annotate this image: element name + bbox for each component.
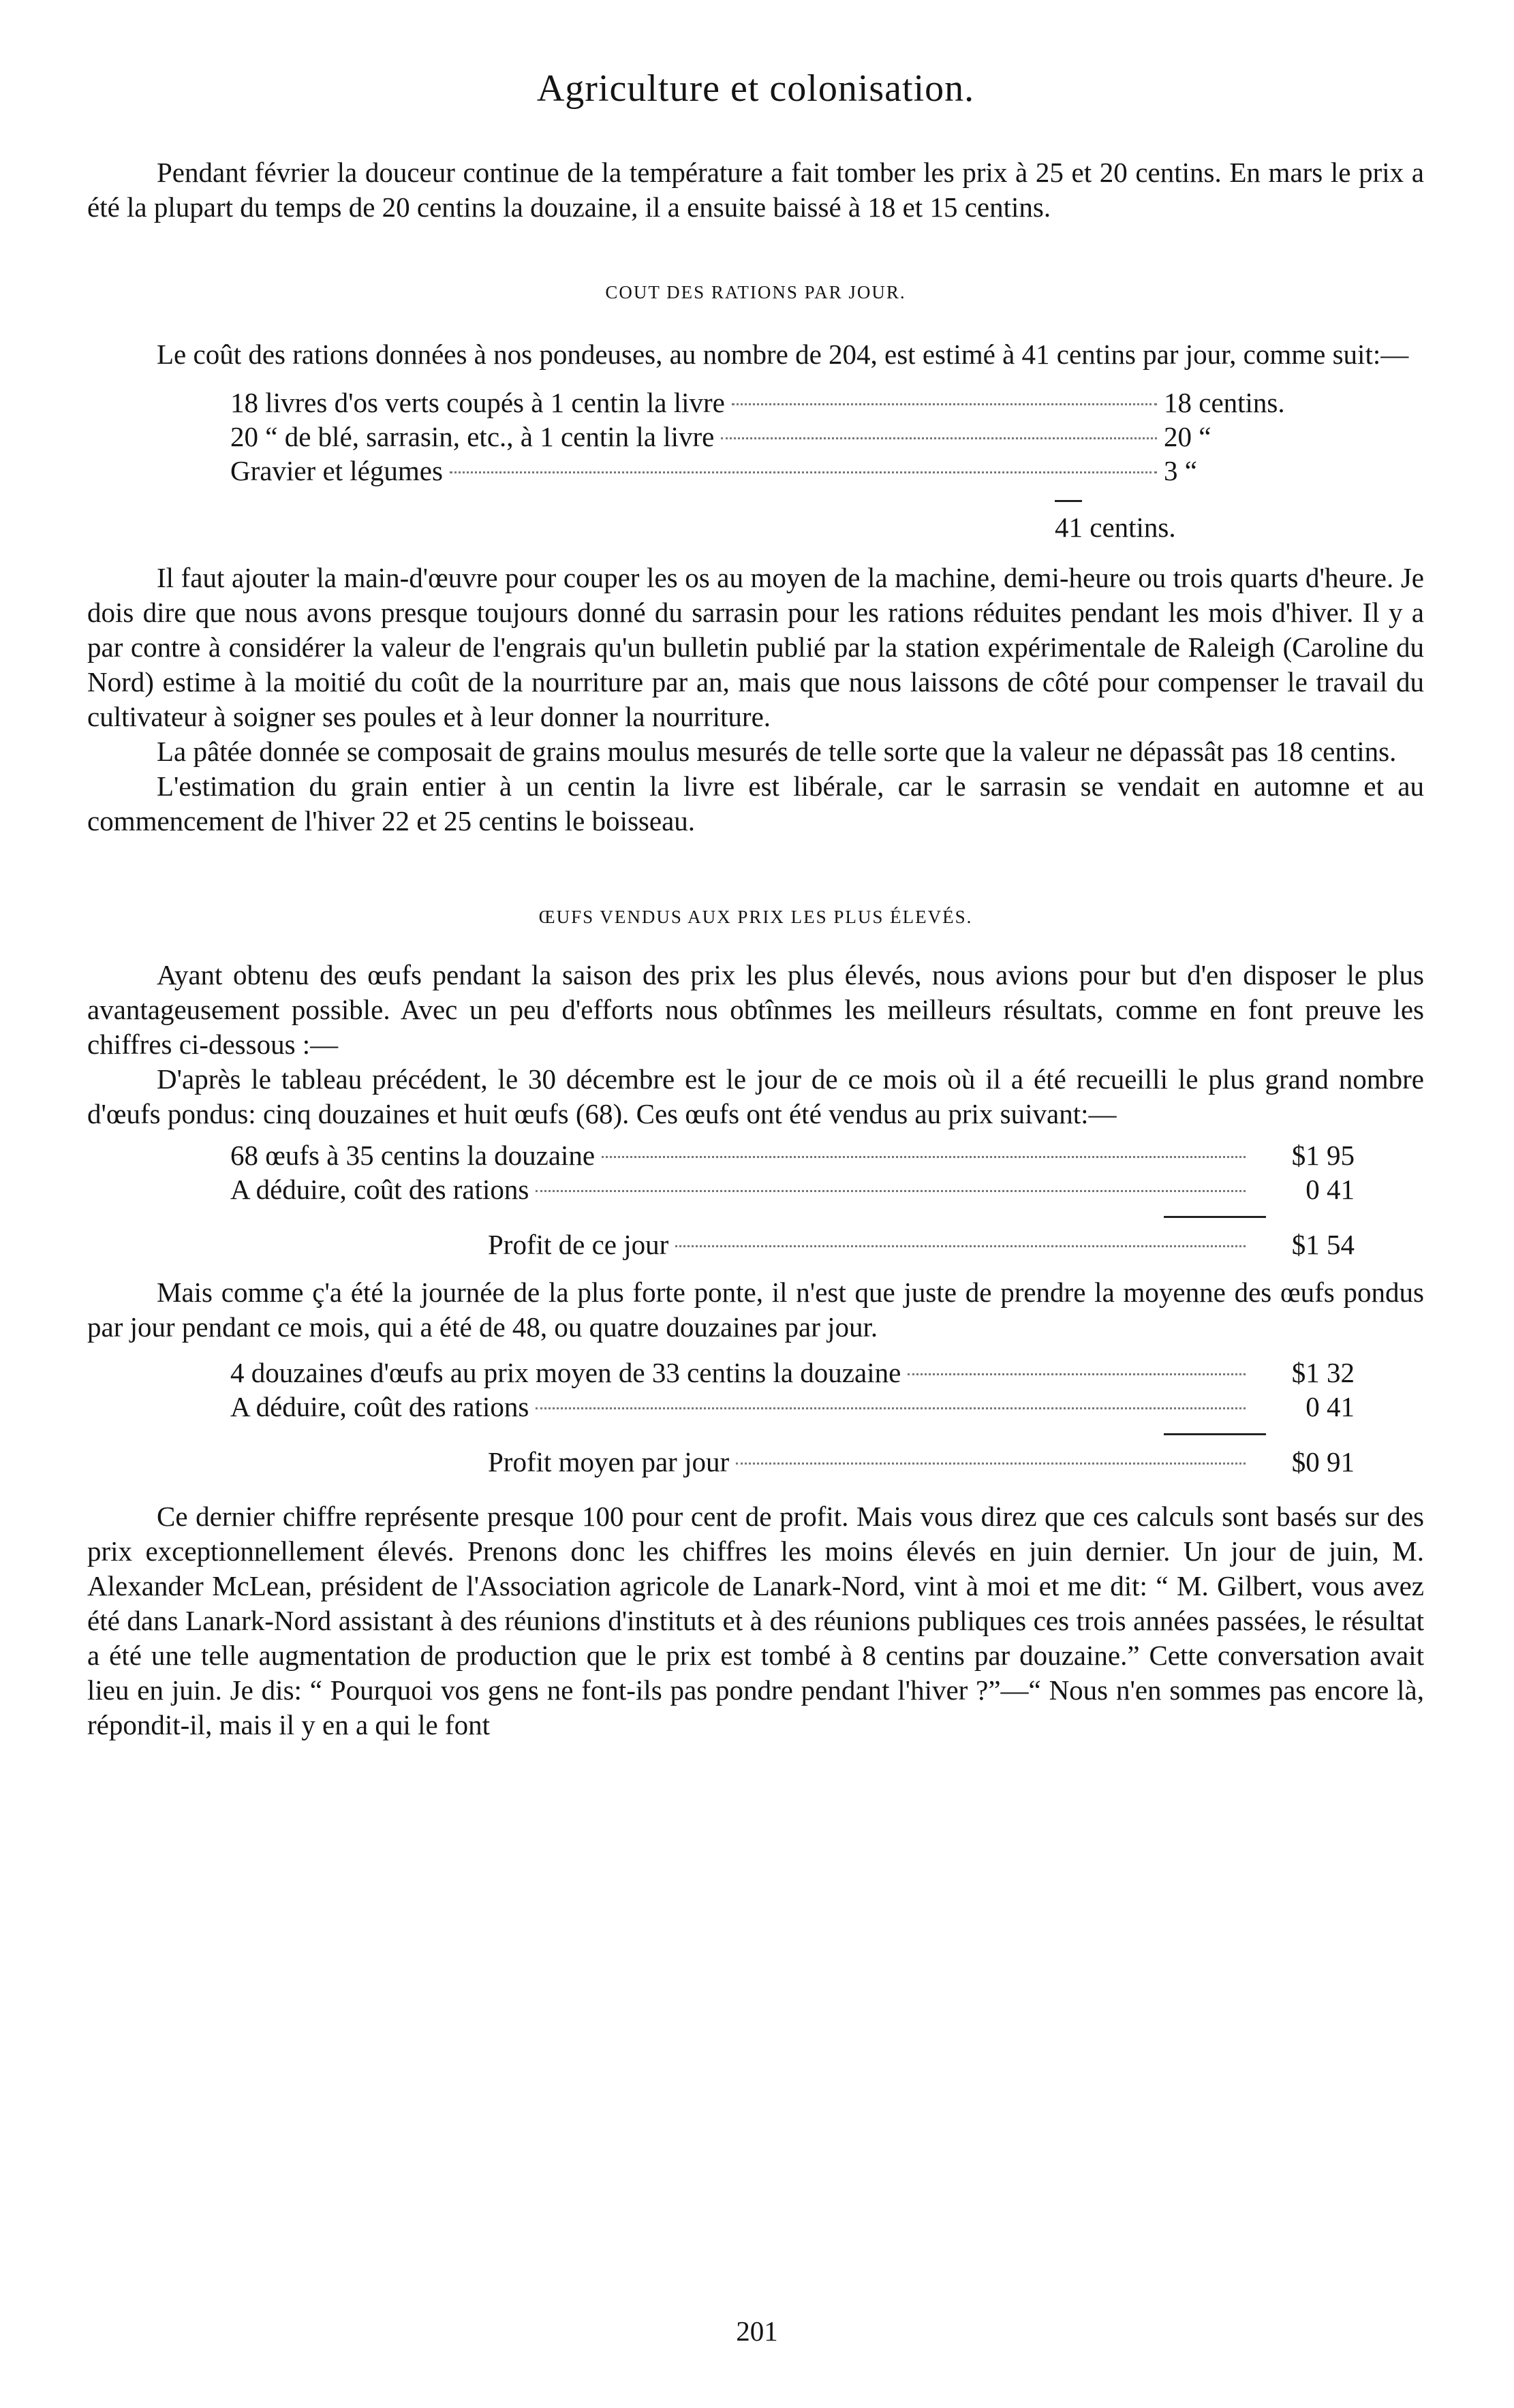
ledger-amount: 0 41 — [1306, 1390, 1355, 1422]
paragraph-estimation: L'estimation du grain entier à un centin la livre est libérale, car le sarrasin se vendait en automne et au commencement de l'hiver 22 et 25 centins le boisseau. — [87, 770, 1424, 836]
leader-dots — [675, 1245, 1246, 1247]
profit-average — [230, 1445, 1355, 1479]
sum-rule — [1055, 500, 1082, 502]
ration-row — [230, 420, 1355, 454]
ration-row — [230, 454, 1355, 488]
ledger-row — [230, 1390, 1355, 1424]
leader-dots — [536, 1190, 1246, 1192]
profit-amount: $0 91 — [1291, 1445, 1355, 1477]
ledger-label: A déduire, coût des rations — [230, 1390, 529, 1422]
leader-dots — [721, 437, 1157, 439]
paragraph-ayant: Ayant obtenu des œufs pendant la saison des prix les plus élevés, nous avions pour but d'en disposer le plus avantageusement possible. Avec un peu d'efforts nous obtînmes les meilleurs résultats, comme en font preuve les chiffres ci-dessous :— — [87, 958, 1424, 1060]
ledger-row — [230, 1138, 1355, 1172]
rations-table — [230, 386, 1355, 488]
rations-total: 41 centins. — [1055, 511, 1176, 543]
paragraph-rations: Le coût des rations données à nos pondeuses, au nombre de 204, est estimé à 41 centins par jour, comme suit:— — [157, 338, 1409, 370]
leader-dots — [450, 471, 1157, 473]
paragraph-intro: Pendant février la douceur continue de la température a fait tomber les prix à 25 et 20 centins. En mars le prix a été la plupart du temps de 20 centins la douzaine, il a ensuite baissé à 18 et 15 centins. — [87, 156, 1424, 223]
ledger-label: A déduire, coût des rations — [230, 1173, 529, 1205]
ledger-average — [230, 1356, 1355, 1424]
ration-row — [230, 386, 1355, 420]
ration-label: 18 livres d'os verts coupés à 1 centin la livre — [230, 386, 725, 418]
page-number: 201 — [736, 2315, 778, 2347]
paragraph-main-oeuvre: Il faut ajouter la main-d'œuvre pour couper les os au moyen de la machine, demi-heure ou trois quarts d'heure. Je dois dire que nous avons presque toujours donné du sarrasin pour les rations réduites pendant les mois d'hiver. Il y a par contre à considérer la valeur de l'engrais qu'un bulletin publié par la station expérimentale de Raleigh (Caroline du Nord) estime à la moitié du coût de la nourriture par an, mais que nous laissons de côté pour compenser le travail du cultivateur à soigner ses poules et à leur donner la nourriture. — [87, 561, 1424, 732]
leader-dots — [536, 1407, 1246, 1409]
ration-amount: 20 “ — [1164, 420, 1211, 452]
profit-label: Profit moyen par jour — [488, 1445, 730, 1477]
paragraph-dapres: D'après le tableau précédent, le 30 décembre est le jour de ce mois où il a été recueilli le plus grand nombre d'œufs pondus: cinq douzaines et huit œufs (68). Ces œufs ont été vendus au prix suivant:— — [87, 1063, 1424, 1129]
ration-amount: 3 “ — [1164, 454, 1197, 486]
profit-row — [488, 1228, 1355, 1262]
ledger-amount: $1 32 — [1291, 1356, 1355, 1388]
leader-dots — [736, 1463, 1246, 1465]
profit-label: Profit de ce jour — [488, 1228, 669, 1260]
sum-rule — [1164, 1433, 1266, 1435]
leader-dots — [602, 1156, 1246, 1158]
ledger-high-price — [230, 1138, 1355, 1206]
ledger-amount: 0 41 — [1306, 1173, 1355, 1205]
paragraph-patee: La pâtée donnée se composait de grains moulus mesurés de telle sorte que la valeur ne dépassât pas 18 centins. — [157, 735, 1397, 767]
leader-dots — [908, 1373, 1246, 1375]
ledger-label: 4 douzaines d'œufs au prix moyen de 33 centins la douzaine — [230, 1356, 901, 1388]
profit-high-price — [230, 1228, 1355, 1262]
ration-amount: 18 centins. — [1164, 386, 1285, 418]
leader-dots — [732, 403, 1157, 405]
ledger-label: 68 œufs à 35 centins la douzaine — [230, 1139, 596, 1171]
profit-amount: $1 54 — [1291, 1228, 1355, 1260]
section-title-rations: COUT DES RATIONS PAR JOUR. — [605, 281, 906, 302]
ration-label: 20 “ de blé, sarrasin, etc., à 1 centin la livre — [230, 420, 715, 452]
sum-rule — [1164, 1216, 1266, 1218]
ledger-row — [230, 1356, 1355, 1390]
paragraph-mais: Mais comme ç'a été la journée de la plus forte ponte, il n'est que juste de prendre la moyenne des œufs pondus par jour pendant ce mois, qui a été de 48, ou quatre douzaines par jour. — [87, 1276, 1424, 1343]
ledger-row — [230, 1172, 1355, 1206]
running-header: Agriculture et colonisation. — [536, 67, 975, 110]
profit-row — [488, 1445, 1355, 1479]
document-page — [87, 68, 1424, 1742]
ration-label: Gravier et légumes — [230, 454, 443, 486]
paragraph-final: Ce dernier chiffre représente presque 100 pour cent de profit. Mais vous direz que ces calculs sont basés sur des prix exceptionnellement élevés. Prenons donc les chiffres les moins élevés en juin dernier. Un jour de juin, M. Alexander McLean, président de l'Association agricole de Lanark-Nord, vint à moi et me dit: “ M. Gilbert, vous avez été dans Lanark-Nord assistant à des réunions d'instituts et à des réunions publiques ces trois années passées, le résultat a été une telle augmentation de production que le prix est tombé à 8 centins par douzaine.” Cette conversation avait lieu en juin. Je dis: “ Pourquoi vos gens ne font-ils pas pondre pendant l'hiver ?”—“ Nous n'en sommes pas encore là, répondit-il, mais il y en a qui le font — [87, 1500, 1424, 1740]
ledger-amount: $1 95 — [1291, 1139, 1355, 1171]
section-title-oeufs: ŒUFS VENDUS AUX PRIX LES PLUS ÉLEVÉS. — [538, 906, 973, 927]
